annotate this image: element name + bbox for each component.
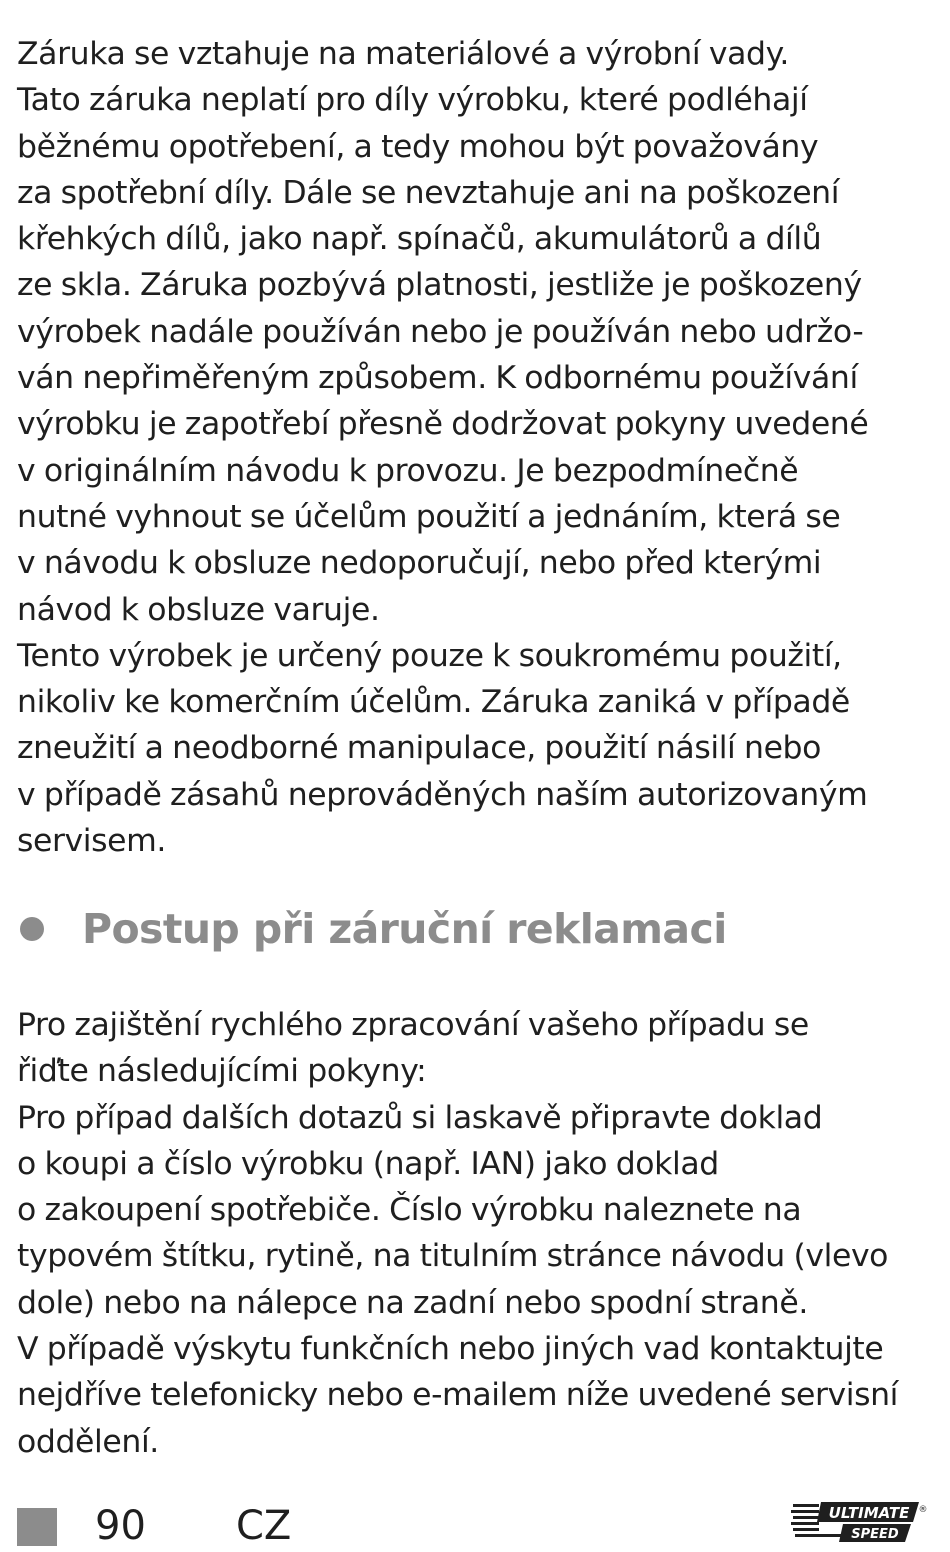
logo-text-top: ULTIMATE — [828, 1504, 910, 1522]
text-line: servisem. — [17, 823, 167, 860]
text-line: typovém štítku, rytině, na titulním stránce návodu (vlevo — [17, 1238, 889, 1275]
page-marker-square — [17, 1508, 57, 1546]
text-line: Pro zajištění rychlého zpracování vašeho případu se — [17, 1007, 809, 1043]
warranty-paragraph — [17, 31, 932, 864]
logo-text-bottom: SPEED — [851, 1527, 899, 1542]
text-line: Tento výrobek je určený pouze k soukromému použití, — [17, 637, 842, 674]
logo-registered-mark: ® — [918, 1505, 928, 1515]
text-line: zneužití a neodborné manipulace, použití násilí nebo — [17, 730, 822, 767]
claim-procedure-paragraph — [17, 1002, 932, 1465]
language-code: CZ — [236, 1503, 292, 1549]
text-line: nejdříve telefonicky nebo e-mailem níže uvedené servisní — [17, 1377, 899, 1414]
text-line: v návodu k obsluze nedoporučují, nebo před kterými — [17, 545, 822, 582]
text-line: V případě výskytu funkčních nebo jiných vad kontaktujte — [17, 1331, 884, 1368]
text-line: křehkých dílů, jako např. spínačů, akumulátorů a dílů — [17, 221, 822, 258]
bullet-icon — [20, 917, 44, 941]
text-line: ván nepřiměřeným způsobem. K odbornému používání — [17, 360, 858, 397]
text-line: o koupi a číslo výrobku (např. IAN) jako doklad — [17, 1145, 719, 1182]
text-line: návod k obsluze varuje. — [17, 591, 380, 628]
text-line: ze skla. Záruka pozbývá platnosti, jestliže je poškozený — [17, 267, 862, 304]
text-line: Pro případ dalších dotazů si laskavě připravte doklad — [17, 1099, 823, 1136]
text-line: výrobku je zapotřebí přesně dodržovat pokyny uvedené — [17, 406, 869, 443]
text-line: za spotřební díly. Dále se nevztahuje ani na poškození — [17, 174, 840, 211]
page-number: 90 — [95, 1503, 146, 1549]
text-line: Záruka se vztahuje na materiálové a výrobní vady. — [17, 36, 789, 72]
ultimate-speed-logo — [791, 1500, 933, 1544]
text-line: v případě zásahů neprováděných naším autorizovaným — [17, 776, 868, 813]
text-line: o zakoupení spotřebiče. Číslo výrobku naleznete na — [17, 1192, 802, 1229]
text-line: výrobek nadále používán nebo je používán nebo udržo- — [17, 313, 864, 350]
text-line: řiďte následujícími pokyny: — [17, 1053, 427, 1090]
text-line: oddělení. — [17, 1423, 159, 1460]
text-line: dole) nebo na nálepce na zadní nebo spodní straně. — [17, 1284, 808, 1321]
text-line: běžnému opotřebení, a tedy mohou být považovány — [17, 128, 819, 165]
page-footer — [0, 1500, 950, 1547]
text-line: nutné vyhnout se účelům použití a jednáním, která se — [17, 498, 841, 535]
section-heading — [20, 898, 727, 960]
section-heading-text: Postup při záruční reklamaci — [82, 905, 727, 953]
text-line: nikoliv ke komerčním účelům. Záruka zaniká v případě — [17, 684, 850, 721]
text-line: Tato záruka neplatí pro díly výrobku, které podléhají — [17, 82, 808, 119]
text-line: v originálním návodu k provozu. Je bezpodmínečně — [17, 452, 799, 489]
